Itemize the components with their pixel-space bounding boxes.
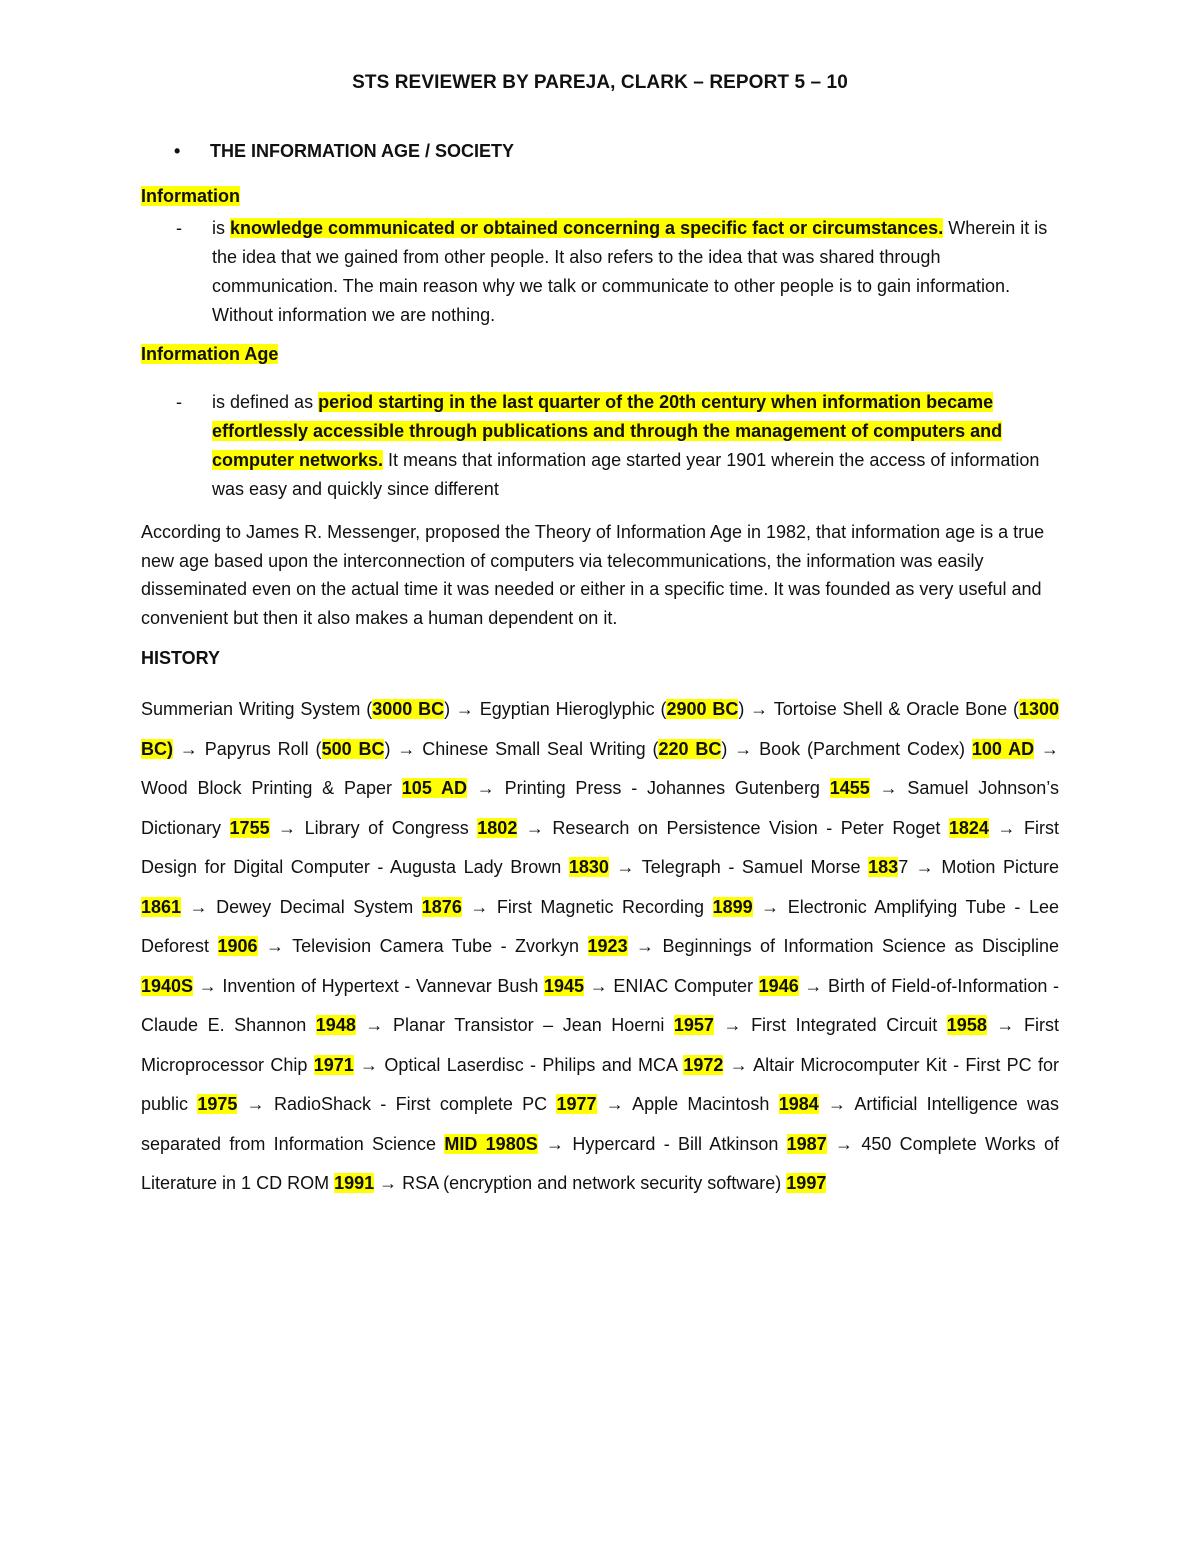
timeline-event: Dewey Decimal System <box>216 896 422 917</box>
history-heading: HISTORY <box>141 648 221 668</box>
information-label: Information <box>141 186 240 206</box>
document-title: STS REVIEWER BY PAREJA, CLARK – REPORT 5 – 10 <box>352 72 848 93</box>
timeline-event: Motion Picture <box>941 857 1059 877</box>
timeline-year: 1923 <box>587 936 628 956</box>
information-age-highlight: period starting in the last quarter of the 20th century when information became effortlessly accessible through publications and through the management of computers and computer networks. <box>212 392 1003 470</box>
timeline-event: Samuel Johnson’s Dictionary <box>141 778 1059 838</box>
timeline-year: 1945 <box>544 975 585 996</box>
timeline-entry <box>572 1134 861 1154</box>
timeline-event: Altair Microcomputer Kit - First PC for public <box>141 1054 1060 1114</box>
timeline-arrow: → <box>818 1094 855 1114</box>
timeline-year: 1802 <box>477 817 518 838</box>
timeline-event: Telegraph - Samuel Morse <box>641 857 869 877</box>
timeline-year: 1948 <box>315 1015 356 1035</box>
timeline-event: RSA (encryption and network security software) <box>402 1173 787 1193</box>
timeline-event: Papyrus Roll ( <box>204 738 322 759</box>
timeline-arrow: → <box>237 1094 274 1114</box>
timeline-event: Book (Parchment Codex) <box>759 738 972 759</box>
information-definition: - is knowledge communicated or obtained concerning a specific fact or circumstances. Wherein it is the idea that we gained from other people. It also refers to the idea that was shared through communication. The main reason why we talk or communicate to other people is to gain information. Without information we are nothing. <box>176 214 1056 330</box>
timeline-arrow: → <box>193 975 223 996</box>
timeline-year: 1876 <box>421 896 462 917</box>
timeline-event: Invention of Hypertext - Vannevar Bush <box>222 975 545 996</box>
timeline-arrow: → <box>752 896 788 917</box>
timeline-arrow: → <box>596 1094 633 1114</box>
timeline-arrow: → <box>713 1015 752 1035</box>
information-age-label: Information Age <box>141 344 279 364</box>
timeline-year: 1899 <box>712 896 753 917</box>
timeline-year: 1997 <box>786 1173 827 1193</box>
timeline-event: First Microprocessor Chip <box>141 1015 1059 1075</box>
timeline-year: 1972 <box>683 1054 724 1075</box>
timeline-entry <box>393 1015 751 1035</box>
timeline-year: 500 BC <box>321 738 385 759</box>
section-heading <box>174 141 514 162</box>
timeline-entry <box>384 1055 753 1075</box>
timeline-event: Library of Congress <box>304 817 478 838</box>
timeline-arrow: → <box>461 896 497 917</box>
timeline-entry <box>552 818 1024 838</box>
timeline-arrow: → <box>608 857 642 877</box>
timeline-event: Research on Persistence Vision - Peter Roget <box>552 817 949 838</box>
timeline-year: 1991 <box>334 1173 375 1193</box>
timeline-arrow: → <box>517 817 553 838</box>
timeline-entry <box>497 897 788 917</box>
timeline-arrow: → <box>269 817 305 838</box>
timeline-arrow: → <box>723 1054 754 1075</box>
timeline-event: Egyptian Hieroglyphic ( <box>479 699 667 719</box>
timeline-arrow: → <box>627 936 663 956</box>
timeline-year: 220 BC <box>658 738 722 759</box>
timeline-arrow: → <box>355 1015 393 1035</box>
timeline-event: Chinese Small Seal Writing ( <box>422 738 659 759</box>
timeline-event: ENIAC Computer <box>613 975 759 996</box>
information-highlight: knowledge communicated or obtained concerning a specific fact or circumstances. <box>230 218 944 238</box>
timeline-event: First Design for Digital Computer - Augusta Lady Brown <box>141 817 1059 877</box>
timeline-arrow: ) → <box>384 738 423 759</box>
timeline-event: Printing Press - Johannes Gutenberg <box>504 778 830 798</box>
timeline-arrow: → <box>584 975 614 996</box>
timeline-entry <box>505 778 908 798</box>
timeline-event: First Magnetic Recording <box>496 896 713 917</box>
timeline-event: Planar Transistor – Jean Hoerni <box>392 1015 674 1035</box>
timeline-entry <box>205 739 422 759</box>
section-heading-text: THE INFORMATION AGE / SOCIETY <box>210 141 515 161</box>
timeline-year: MID 1980S <box>444 1133 538 1154</box>
timeline-event: Tortoise Shell & Oracle Bone ( <box>773 699 1019 719</box>
timeline-entry <box>632 1094 854 1114</box>
timeline-year: 1975 <box>197 1094 238 1114</box>
timeline-arrow: → <box>798 975 828 996</box>
timeline-arrow: → <box>986 1015 1024 1035</box>
timeline-event: 450 Complete Works of Literature in 1 CD ROM <box>141 1133 1059 1193</box>
dash-icon: - <box>176 218 182 238</box>
timeline-year: 1987 <box>786 1133 827 1154</box>
timeline-event: Beginnings of Information Science as Discipline <box>662 936 1059 956</box>
timeline-year: 3000 BC <box>372 699 445 719</box>
timeline-arrow: → <box>869 778 908 798</box>
information-age-definition: - is defined as period starting in the last quarter of the 20th century when information became effortlessly accessible through publications and through the management of computers and computer networks. It means that information age started year 1901 wherein the access of information was easy and quickly since different <box>176 388 1056 504</box>
timeline-year: 2900 BC <box>666 699 739 719</box>
timeline-year: 1455 <box>829 778 870 798</box>
timeline-year: 1984 <box>778 1094 819 1114</box>
timeline-arrow: ) → <box>738 699 774 719</box>
timeline-arrow: → <box>537 1133 573 1154</box>
timeline-year: 1958 <box>946 1015 987 1035</box>
timeline-entry <box>274 1094 632 1114</box>
dash-icon: - <box>176 392 182 412</box>
timeline-entry <box>141 778 505 798</box>
timeline-arrow: → <box>374 1173 403 1193</box>
timeline-year: 183 <box>868 857 899 877</box>
timeline-event: Television Camera Tube - Zvorkyn <box>292 936 588 956</box>
timeline-year: 1906 <box>217 936 258 956</box>
timeline-entry <box>422 739 759 759</box>
timeline-event: RadioShack - First complete PC <box>273 1094 557 1114</box>
timeline-event: Apple Macintosh <box>632 1094 779 1114</box>
timeline-year: 1830 <box>568 857 609 877</box>
history-timeline <box>141 690 1059 1204</box>
timeline-event: Wood Block Printing & Paper <box>141 778 402 798</box>
messenger-paragraph: According to James R. Messenger, proposed the Theory of Information Age in 1982, that information age is a true new age based upon the interconnection of computers via telecommunications, the information was easily disseminated even on the actual time it was needed or either in a specific time. It was founded as very useful and convenient but then it also makes a human dependent on it. <box>141 522 1045 628</box>
timeline-entry <box>222 976 613 996</box>
timeline-arrow: ) → <box>444 699 480 719</box>
timeline-arrow: → <box>353 1054 385 1075</box>
timeline-arrow: → <box>181 896 217 917</box>
timeline-year: 1861 <box>141 896 182 917</box>
timeline-event: Hypercard - Bill Atkinson <box>572 1133 787 1154</box>
timeline-year: 1971 <box>313 1054 354 1075</box>
timeline-arrow: ) → <box>721 738 760 759</box>
timeline-entry <box>642 857 942 877</box>
timeline-event: Summerian Writing System ( <box>141 699 373 719</box>
timeline-arrow: → <box>466 778 505 798</box>
timeline-entry <box>141 699 480 719</box>
timeline-arrow: → <box>257 936 293 956</box>
timeline-year: 1300 BC) <box>141 699 1059 759</box>
timeline-arrow: → <box>988 817 1024 838</box>
timeline-year: 1946 <box>758 975 799 996</box>
timeline-entry <box>613 976 828 996</box>
timeline-year: 1940S <box>141 975 194 996</box>
timeline-year: 105 AD <box>401 778 467 798</box>
timeline-entry <box>402 1173 826 1193</box>
timeline-event: First Integrated Circuit <box>751 1015 947 1035</box>
timeline-arrow: 7 → <box>898 857 942 877</box>
timeline-entry <box>480 699 774 719</box>
timeline-event: Optical Laserdisc - Philips and MCA <box>384 1054 684 1075</box>
timeline-entry <box>305 818 553 838</box>
timeline-event: Electronic Amplifying Tube - Lee Deforest <box>141 896 1059 956</box>
timeline-year: 1824 <box>948 817 989 838</box>
timeline-entry <box>759 739 1059 759</box>
timeline-arrow: → <box>173 738 205 759</box>
bullet-icon: • <box>174 141 181 161</box>
timeline-entry <box>216 897 497 917</box>
timeline-entry <box>292 936 662 956</box>
timeline-year: 1977 <box>556 1094 597 1114</box>
timeline-event: Artificial Intelligence was separated from Information Science <box>141 1094 1059 1154</box>
timeline-event: Birth of Field-of-Information - Claude E. Shannon <box>141 975 1059 1035</box>
timeline-arrow: → <box>1034 738 1059 759</box>
timeline-year: 1957 <box>673 1015 714 1035</box>
timeline-year: 1755 <box>229 817 270 838</box>
timeline-arrow: → <box>826 1133 862 1154</box>
timeline-year: 100 AD <box>971 738 1035 759</box>
timeline-entry <box>751 1015 1024 1035</box>
